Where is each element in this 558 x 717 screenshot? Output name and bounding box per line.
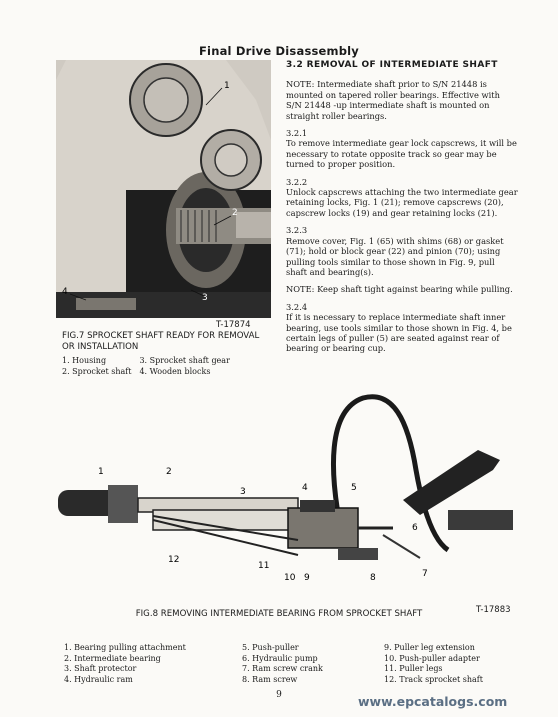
- fig8-callout-1: 1: [98, 467, 104, 477]
- fig8-callout-7: 7: [422, 569, 428, 579]
- fig8-callout-5: 5: [351, 483, 357, 493]
- fig8-callout-9: 9: [304, 573, 310, 583]
- fig7-caption: FIG.7 SPROCKET SHAFT READY FOR REMOVAL OR INSTALLATION: [62, 331, 260, 352]
- fig8-legend-item: 1. Bearing pulling attachment: [64, 643, 186, 652]
- fig8-tag: T-17883: [476, 605, 511, 615]
- fig8-legend-item: 2. Intermediate bearing: [64, 653, 161, 663]
- watermark: www.epcatalogs.com: [358, 694, 508, 709]
- fig8-legend-item: 5. Push-puller: [242, 643, 299, 652]
- page-title: Final Drive Disassembly: [199, 44, 359, 58]
- fig8-callout-3: 3: [240, 487, 246, 497]
- fig8-legend-item: 9. Puller leg extension: [384, 643, 475, 652]
- fig7-callout-3: 3: [202, 293, 208, 303]
- step-number: 3.2.2: [286, 176, 308, 187]
- fig7-legend: [62, 356, 238, 377]
- fig7-callout-2: 2: [232, 208, 238, 218]
- fig8-legend-item: 3. Shaft protector: [64, 664, 137, 673]
- fig7-photo: [56, 60, 271, 318]
- fig7-legend-item: 1. Housing: [62, 356, 107, 365]
- fig7-callout-1: 1: [224, 81, 230, 91]
- fig7-legend-item: 2. Sprocket shaft: [62, 366, 132, 376]
- section-text: [286, 60, 518, 361]
- fig8-callout-8: 8: [370, 573, 376, 583]
- step-number: 3.2.1: [286, 128, 308, 139]
- fig8-callout-12: 12: [168, 555, 180, 565]
- fig8-callout-10: 10: [284, 573, 296, 583]
- fig8-callout-4: 4: [302, 483, 308, 493]
- fig8-legend-item: 8. Ram screw: [242, 674, 298, 684]
- step-number: 3.2.4: [286, 301, 308, 312]
- fig7-legend-item: 3. Sprocket shaft gear: [139, 356, 230, 365]
- fig8-photo: [48, 390, 518, 590]
- fig8-caption: FIG.8 REMOVING INTERMEDIATE BEARING FROM SPROCKET SHAFT: [135, 609, 423, 619]
- fig8-legend-item: 12. Track sprocket shaft: [384, 674, 483, 684]
- step-text: If it is necessary to replace intermediate shaft inner bearing, use tools similar to those shown in Fig. 4, be certain legs of puller (5) are seated against rear of bearing or bearing cup.: [286, 312, 512, 354]
- fig8-legend-item: 7. Ram screw crank: [242, 664, 323, 673]
- fig8-legend-item: 11. Puller legs: [384, 664, 443, 673]
- fig8-callout-2: 2: [166, 467, 172, 477]
- step-1: [286, 128, 518, 170]
- step-number: 3.2.3: [286, 225, 308, 236]
- fig8-legend-item: 10. Push-puller adapter: [384, 653, 480, 663]
- step-4: [286, 302, 518, 354]
- step-3: [286, 225, 518, 277]
- fig7-tag: T-17874: [216, 320, 251, 330]
- step-2: [286, 177, 518, 219]
- fig7-legend-item: 4. Wooden blocks: [139, 366, 211, 376]
- step-text: Unlock capscrews attaching the two intermediate gear retaining locks, Fig. 1 (21); remove capscrews (20), capscrew locks (19) and gear retaining locks (21).: [286, 187, 518, 218]
- step-text: To remove intermediate gear lock capscrews, it will be necessary to rotate opposite track so gear may be turned to proper position.: [286, 138, 517, 170]
- fig8-callout-6: 6: [412, 523, 418, 533]
- fig8-callout-11: 11: [258, 561, 270, 571]
- step-text: Remove cover, Fig. 1 (65) with shims (68) or gasket (71); hold or block gear (22) and pinion (70); using pulling tools similar to those shown in Fig. 9, pull shaft and bearing(s).: [286, 235, 504, 277]
- fig8-legend-item: 6. Hydraulic pump: [242, 653, 318, 663]
- note-2: NOTE: Keep shaft tight against bearing while pulling.: [286, 284, 513, 295]
- fig7-callout-4: 4: [62, 287, 68, 297]
- note-1: NOTE: Intermediate shaft prior to S/N 21448 is mounted on tapered roller bearings. Effective with S/N 21448 -up intermediate shaft is mounted on straight roller bearings.: [286, 79, 500, 121]
- page-number: 9: [276, 690, 282, 700]
- fig8-legend-item: 4. Hydraulic ram: [64, 674, 133, 684]
- section-heading: 3.2 REMOVAL OF INTERMEDIATE SHAFT: [286, 60, 498, 70]
